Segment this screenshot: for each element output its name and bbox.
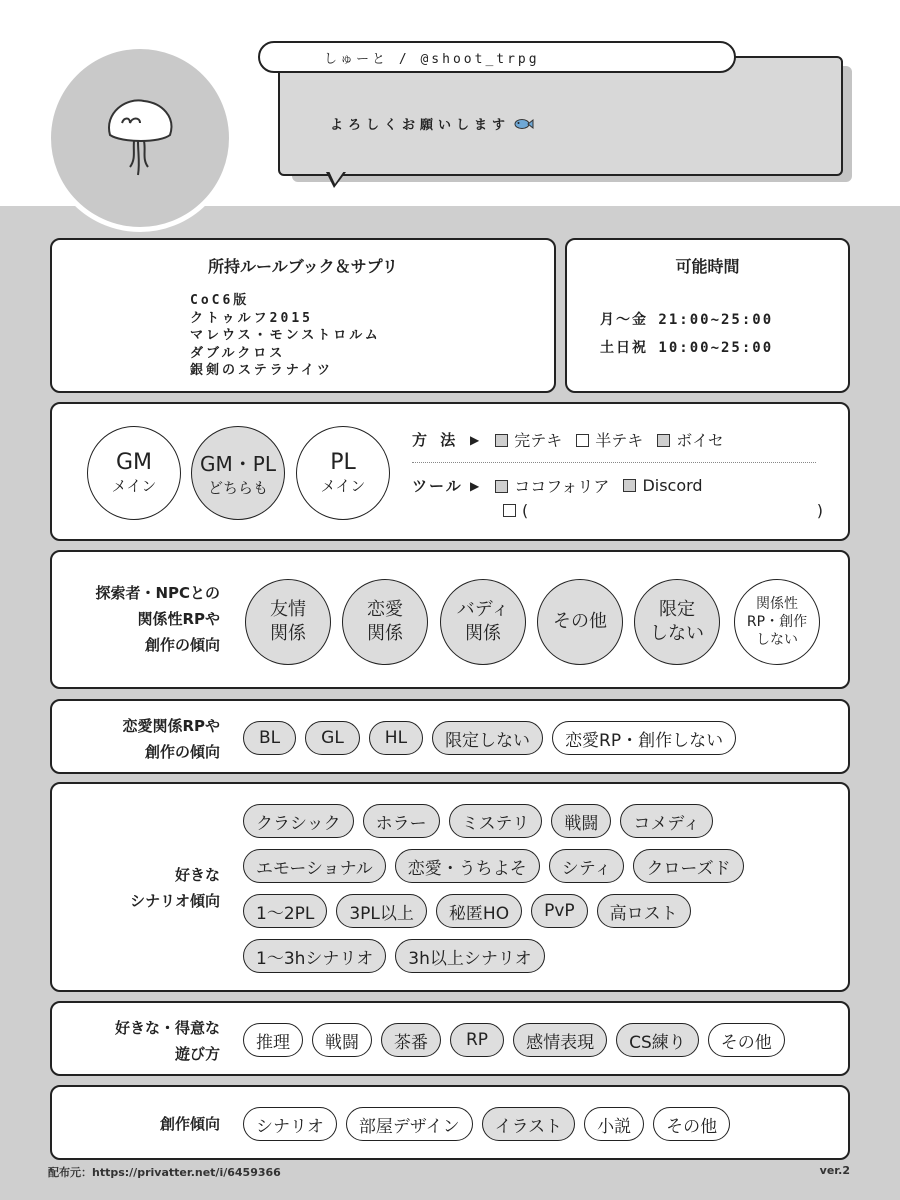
- playstyle-option[interactable]: その他: [708, 1023, 785, 1057]
- arrow-icon: ▶: [470, 432, 480, 447]
- jellyfish-mushroom-icon: [100, 93, 180, 183]
- checkbox[interactable]: [503, 504, 516, 517]
- tool-option[interactable]: [495, 474, 609, 497]
- playstyle-card: [50, 1001, 850, 1076]
- relationship-option[interactable]: [440, 579, 526, 665]
- relationship-option[interactable]: [734, 579, 820, 665]
- checkbox[interactable]: [576, 434, 589, 447]
- scenario-option[interactable]: ミステリ: [449, 804, 543, 838]
- user-handle: しゅーと / @shoot_trpg: [258, 41, 736, 73]
- romance-option[interactable]: BL: [243, 721, 296, 755]
- method-label: 方 法: [412, 431, 460, 449]
- checkbox[interactable]: [495, 480, 508, 493]
- role-option-pl[interactable]: [296, 426, 390, 520]
- rulebook-item: ダブルクロス: [190, 345, 286, 361]
- fish-icon: [514, 118, 534, 130]
- playstyle-option[interactable]: 感情表現: [513, 1023, 607, 1057]
- tool-other-open: (: [522, 501, 529, 520]
- footer-source: 配布元：https://privatter.net/i/6459366: [48, 1166, 281, 1179]
- scenario-card: [50, 782, 850, 992]
- scenario-label: [60, 862, 220, 914]
- relationship-card: [50, 550, 850, 689]
- playstyle-option[interactable]: RP: [450, 1023, 504, 1057]
- scenario-option[interactable]: 1～2PL: [243, 894, 327, 928]
- availability-card: [565, 238, 850, 393]
- rulebook-item: CoC6版: [190, 293, 250, 308]
- relationship-option[interactable]: [537, 579, 623, 665]
- relationship-option[interactable]: [342, 579, 428, 665]
- role-line1: GM: [115, 450, 153, 475]
- creation-label-text: 創作傾向: [159, 1115, 220, 1133]
- availability-title: 可能時間: [675, 257, 740, 276]
- tool-option-label: Discord: [642, 476, 703, 495]
- scenario-option[interactable]: 3h以上シナリオ: [395, 939, 544, 973]
- scenario-option[interactable]: ホラー: [363, 804, 440, 838]
- availability-list: [600, 306, 773, 362]
- scenario-option[interactable]: 恋愛・うちよそ: [395, 849, 540, 883]
- role-option-gm[interactable]: [87, 426, 181, 520]
- scenario-row: [243, 939, 545, 973]
- rulebook-item: マレウス・モンストロルム: [190, 328, 381, 343]
- playstyle-option[interactable]: 戦闘: [312, 1023, 372, 1057]
- creation-option[interactable]: シナリオ: [243, 1107, 337, 1141]
- creation-card: [50, 1085, 850, 1160]
- divider: [412, 462, 816, 463]
- relationship-option-label: 友情 関係: [270, 599, 306, 644]
- romance-options: [243, 721, 736, 755]
- playstyle-label: [60, 1015, 220, 1067]
- role-line2: メイン: [111, 477, 157, 495]
- availability-row: 月～金 21:00~25:00: [600, 312, 774, 328]
- romance-option[interactable]: 恋愛RP・創作しない: [552, 721, 736, 755]
- rulebooks-list: [190, 292, 381, 380]
- scenario-option[interactable]: コメディ: [620, 804, 713, 838]
- playstyle-options: [243, 1023, 785, 1057]
- playstyle-option[interactable]: 茶番: [381, 1023, 441, 1057]
- tool-other-row: [503, 501, 823, 520]
- scenario-option[interactable]: シティ: [549, 849, 625, 883]
- checkbox[interactable]: [657, 434, 670, 447]
- scenario-row: [243, 894, 691, 928]
- greeting: [330, 114, 534, 133]
- scenario-option[interactable]: 秘匿HO: [436, 894, 522, 928]
- role-line1: PL: [330, 450, 356, 475]
- rulebooks-card: [50, 238, 556, 393]
- romance-label: [60, 713, 220, 765]
- romance-option[interactable]: 限定しない: [432, 721, 543, 755]
- romance-label-text: 恋愛関係RPや 創作の傾向: [122, 717, 220, 761]
- scenario-label-text: 好きな シナリオ傾向: [130, 866, 220, 910]
- scenario-option[interactable]: クラシック: [243, 804, 354, 838]
- rulebooks-title: 所持ルールブック＆サプリ: [208, 257, 398, 276]
- checkbox[interactable]: [623, 479, 636, 492]
- relationship-option[interactable]: [245, 579, 331, 665]
- tool-option[interactable]: [623, 476, 702, 495]
- method-option-label: ボイセ: [676, 431, 724, 450]
- tool-row: [412, 474, 717, 497]
- relationship-label: [60, 580, 220, 658]
- creation-option[interactable]: その他: [653, 1107, 730, 1141]
- scenario-row: [243, 804, 713, 838]
- relationship-option[interactable]: [634, 579, 720, 665]
- checkbox[interactable]: [495, 434, 508, 447]
- availability-row: 土日祝 10:00~25:00: [600, 340, 774, 356]
- rulebook-item: 銀剣のステラナイツ: [190, 363, 333, 378]
- arrow-icon: ▶: [470, 478, 480, 493]
- creation-option[interactable]: 小説: [584, 1107, 644, 1141]
- bubble-tail-fill: [329, 171, 344, 184]
- creation-options: [243, 1107, 730, 1141]
- role-line1: GM・PL: [200, 452, 276, 476]
- method-option[interactable]: [657, 428, 724, 451]
- creation-option[interactable]: 部屋デザイン: [346, 1107, 473, 1141]
- scenario-option[interactable]: 3PL以上: [336, 894, 427, 928]
- role-line2: どちらも: [207, 479, 268, 497]
- romance-option[interactable]: HL: [369, 721, 423, 755]
- relationship-label-text: 探索者・NPCとの 関係性RPや 創作の傾向: [95, 584, 220, 654]
- avatar: [46, 44, 234, 232]
- method-row: [412, 428, 738, 451]
- scenario-option[interactable]: クローズド: [633, 849, 743, 883]
- role-line2: メイン: [320, 477, 366, 495]
- method-option[interactable]: [576, 428, 643, 451]
- tool-other-close: ): [816, 501, 823, 520]
- role-option-gm-pl[interactable]: [191, 426, 285, 520]
- scenario-option[interactable]: 1～3hシナリオ: [243, 939, 386, 973]
- creation-option[interactable]: イラスト: [482, 1107, 576, 1141]
- tool-option-label: ココフォリア: [514, 477, 610, 496]
- play-role-card: [50, 402, 850, 541]
- playstyle-option[interactable]: 推理: [243, 1023, 303, 1057]
- playstyle-option[interactable]: CS練り: [616, 1023, 699, 1057]
- romance-card: [50, 699, 850, 774]
- scenario-option[interactable]: エモーショナル: [243, 849, 386, 883]
- relationship-option-label: 恋愛 関係: [367, 599, 403, 644]
- method-option-label: 完テキ: [514, 431, 563, 450]
- greeting-text: よろしくお願いします: [330, 118, 511, 133]
- relationship-option-label: バディ 関係: [456, 599, 510, 644]
- method-option[interactable]: [495, 428, 562, 451]
- creation-label: [60, 1111, 220, 1137]
- scenario-option[interactable]: PvP: [531, 894, 588, 928]
- footer-version: ver.2: [819, 1164, 850, 1177]
- relationship-option-label: その他: [553, 611, 607, 632]
- tool-label: ツール: [412, 477, 463, 495]
- relationship-option-label: 関係性 RP・創作 しない: [746, 596, 808, 648]
- relationship-option-label: 限定 しない: [650, 599, 704, 644]
- rulebook-item: クトゥルフ2015: [190, 310, 313, 326]
- romance-option[interactable]: GL: [305, 721, 360, 755]
- method-option-label: 半テキ: [595, 431, 644, 450]
- scenario-option[interactable]: 戦闘: [551, 804, 611, 838]
- playstyle-label-text: 好きな・得意な 遊び方: [114, 1019, 220, 1063]
- scenario-row: [243, 849, 744, 883]
- scenario-option[interactable]: 高ロスト: [597, 894, 691, 928]
